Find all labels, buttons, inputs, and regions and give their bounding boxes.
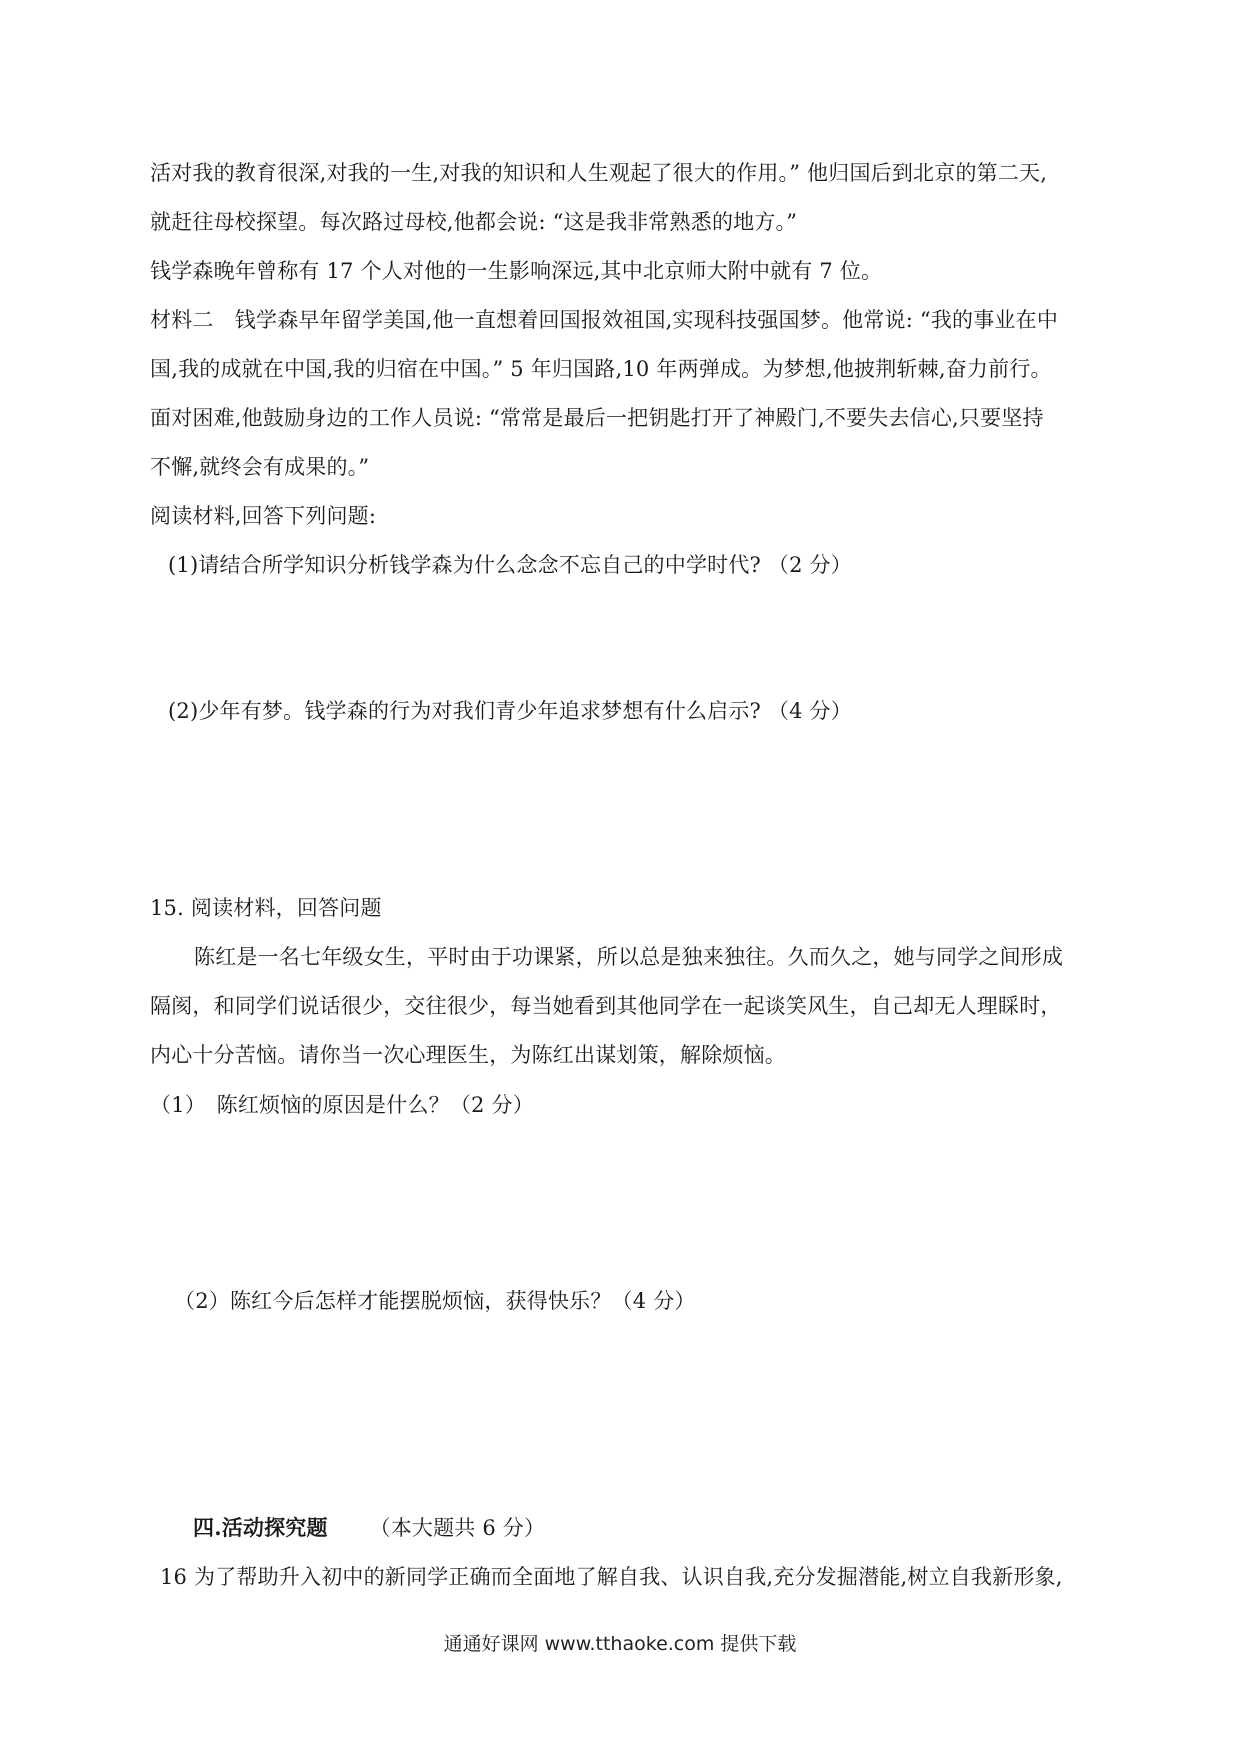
section4-heading-row [193, 1513, 545, 1543]
q16-line-1: 16 为了帮助升入初中的新同学正确而全面地了解自我、认识自我,充分发掘潜能,树立自我新形象, [160, 1565, 1063, 1589]
q15-title: 15. 阅读材料，回答问题 [150, 896, 382, 920]
material2-line-4: 不懈,就终会有成果的。” [150, 455, 370, 479]
q14-subquestion-1: (1)请结合所学知识分析钱学森为什么念念不忘自己的中学时代? （2 分） [168, 553, 852, 577]
footer-source-note: 通通好课网 www.tthaoke.com 提供下载 [443, 1633, 797, 1655]
q15-paragraph-line-2: 隔阂，和同学们说话很少，交往很少，每当她看到其他同学在一起谈笑风生，自己却无人理睬时， [150, 994, 1062, 1018]
section4-heading: 四.活动探究题 [193, 1515, 328, 1540]
material2-line-1: 材料二 钱学森早年留学美国,他一直想着回国报效祖国,实现科技强国梦。他常说: “我的事业在中 [150, 308, 1059, 332]
material1-line-1: 活对我的教育很深,对我的一生,对我的知识和人生观起了很大的作用。” 他归国后到北京的第二天, [150, 161, 1048, 185]
q15-subquestion-1: （1） 陈红烦恼的原因是什么？（2 分） [150, 1093, 534, 1117]
material2-line-3: 面对困难,他鼓励身边的工作人员说: “常常是最后一把钥匙打开了神殿门,不要失去信心,只要坚持 [150, 406, 1044, 430]
q14-subquestion-2: (2)少年有梦。钱学森的行为对我们青少年追求梦想有什么启示? （4 分） [168, 699, 852, 723]
material1-line-3: 钱学森晚年曾称有 17 个人对他的一生影响深远,其中北京师大附中就有 7 位。 [150, 259, 883, 283]
q15-subquestion-2: （2）陈红今后怎样才能摆脱烦恼，获得快乐？（4 分） [174, 1289, 696, 1313]
material1-line-2: 就赶往母校探望。每次路过母校,他都会说: “这是我非常熟悉的地方。” [150, 210, 798, 234]
material2-line-2: 国,我的成就在中国,我的归宿在中国。” 5 年归国路,10 年两弹成。为梦想,他披荆斩棘,奋力前行。 [150, 357, 1052, 381]
q15-paragraph-line-3: 内心十分苦恼。请你当一次心理医生，为陈红出谋划策，解除烦恼。 [150, 1043, 786, 1067]
section4-points-note: （本大题共 6 分） [369, 1516, 546, 1540]
q15-paragraph-line-1: 陈红是一名七年级女生，平时由于功课紧，所以总是独来独往。久而久之，她与同学之间形成 [194, 945, 1064, 969]
q14-instruction: 阅读材料,回答下列问题: [150, 504, 377, 528]
